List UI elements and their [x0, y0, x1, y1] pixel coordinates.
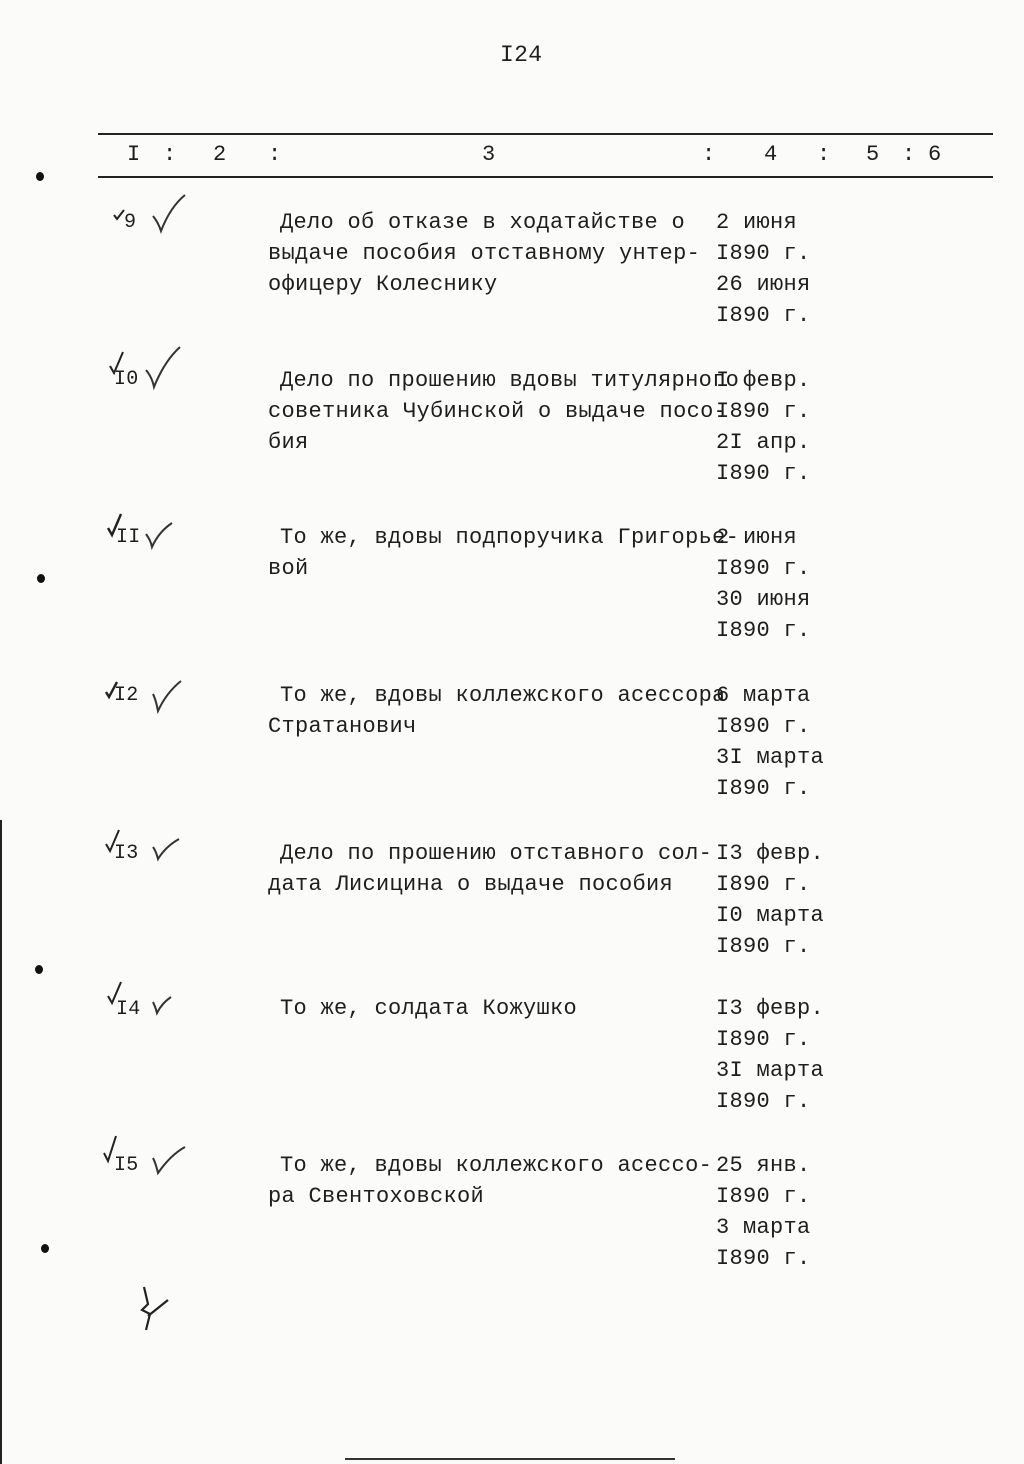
- check-mark-icon: [143, 344, 183, 390]
- col-sep: :: [702, 142, 716, 167]
- col6-label: 6: [928, 142, 942, 167]
- entry-text-line: дата Лисицина о выдаче пособия: [268, 872, 674, 897]
- entry-date: I890 г.: [716, 399, 811, 424]
- entry-date: I3 февр.: [716, 996, 825, 1021]
- col2-label: 2: [213, 142, 227, 167]
- entry-date: I890 г.: [716, 1184, 811, 1209]
- check-mark-icon: [150, 678, 184, 714]
- entry-date: I февр.: [716, 368, 811, 393]
- entry-text-line: бия: [268, 430, 309, 455]
- entry-text-line: вой: [268, 556, 309, 581]
- entry-date: I890 г.: [716, 1089, 811, 1114]
- entry-text-line: Стратанович: [268, 714, 417, 739]
- entry-date: I890 г.: [716, 934, 811, 959]
- check-mark-icon: [143, 520, 175, 550]
- entry-text-line: Дело по прошению отставного сол-: [280, 841, 713, 866]
- header-rule-top: [98, 133, 993, 135]
- entry-text-line: выдаче пособия отставному унтер-: [268, 241, 701, 266]
- entry-date: 2 июня: [716, 525, 798, 550]
- check-mark-icon: [150, 836, 182, 862]
- entry-date: I890 г.: [716, 776, 811, 801]
- binding-hole-icon: [37, 574, 45, 583]
- col-sep: :: [268, 142, 282, 167]
- entry-date: I890 г.: [716, 1027, 811, 1052]
- entry-date: I890 г.: [716, 1246, 811, 1271]
- entry-text-line: Дело по прошению вдовы титулярного: [280, 368, 740, 393]
- entry-number: II: [116, 526, 141, 549]
- col-sep: :: [902, 142, 916, 167]
- check-mark-icon: [150, 192, 188, 234]
- entry-text-line: То же, вдовы коллежского асессора: [280, 683, 726, 708]
- entry-date: I890 г.: [716, 461, 811, 486]
- entry-text-line: Дело об отказе в ходатайстве о: [280, 210, 686, 235]
- entry-date: I3 февр.: [716, 841, 825, 866]
- entry-date: I890 г.: [716, 714, 811, 739]
- entry-number: I5: [114, 1154, 139, 1177]
- col3-label: 3: [482, 142, 496, 167]
- scan-bottom-edge: [345, 1458, 675, 1460]
- entry-date: I890 г.: [716, 556, 811, 581]
- page-number: I24: [500, 42, 543, 68]
- entry-number: I2: [114, 684, 139, 707]
- entry-text-line: ра Свентоховской: [268, 1184, 485, 1209]
- col5-label: 5: [866, 142, 880, 167]
- entry-date: I890 г.: [716, 618, 811, 643]
- entry-date: 26 июня: [716, 272, 811, 297]
- col-sep: :: [817, 142, 831, 167]
- binding-hole-icon: [41, 1244, 49, 1253]
- entry-text-line: То же, солдата Кожушко: [280, 996, 578, 1021]
- scan-edge: [0, 820, 2, 1464]
- handwritten-mark-icon: [130, 1284, 172, 1334]
- entry-date: 2I апр.: [716, 430, 811, 455]
- entry-number: 9: [124, 211, 137, 234]
- col4-label: 4: [764, 142, 778, 167]
- entry-date: 30 июня: [716, 587, 811, 612]
- entry-date: I890 г.: [716, 872, 811, 897]
- entry-number: I4: [116, 998, 141, 1021]
- binding-hole-icon: [35, 965, 43, 974]
- entry-text-line: То же, вдовы подпоручика Григорье-: [280, 525, 740, 550]
- entry-date: 3I марта: [716, 1058, 825, 1083]
- entry-date: I890 г.: [716, 303, 811, 328]
- entry-date: 6 марта: [716, 683, 811, 708]
- col-sep: :: [163, 142, 177, 167]
- entry-date: 2 июня: [716, 210, 798, 235]
- entry-text-line: офицеру Колеснику: [268, 272, 498, 297]
- check-mark-icon: [150, 994, 174, 1016]
- entry-date: I0 марта: [716, 903, 825, 928]
- entry-number: I3: [114, 842, 139, 865]
- header-rule-bottom: [98, 176, 993, 178]
- check-mark-icon: [150, 1144, 188, 1176]
- binding-hole-icon: [36, 172, 44, 181]
- entry-date: 25 янв.: [716, 1153, 811, 1178]
- entry-text-line: советника Чубинской о выдаче посо-: [268, 399, 728, 424]
- entry-text-line: То же, вдовы коллежского асессо-: [280, 1153, 713, 1178]
- col1-label: I: [127, 142, 141, 167]
- entry-date: 3I марта: [716, 745, 825, 770]
- entry-date: 3 марта: [716, 1215, 811, 1240]
- entry-date: I890 г.: [716, 241, 811, 266]
- entry-number: I0: [114, 368, 139, 391]
